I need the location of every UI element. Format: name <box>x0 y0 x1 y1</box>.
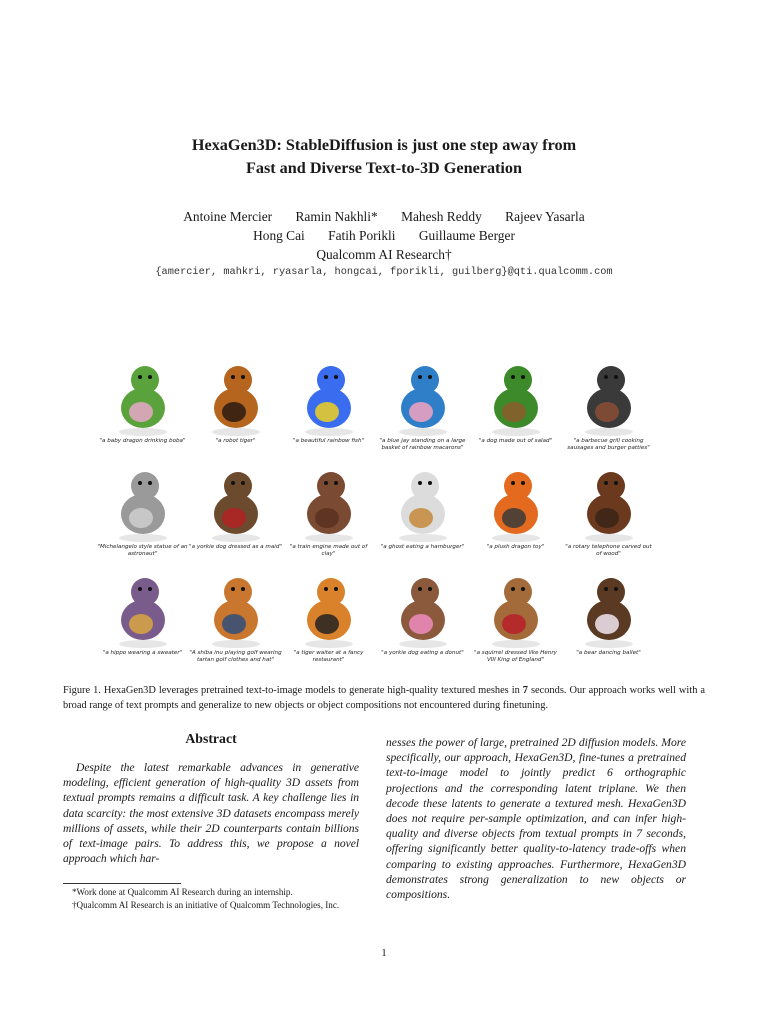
figure-label: Figure 1. <box>63 685 101 696</box>
footnote-rule <box>63 883 181 884</box>
author-block <box>0 207 768 264</box>
generated-object-18 <box>562 568 655 657</box>
object-render-image <box>287 356 371 438</box>
object-prompt-caption: "a dog made out of salad" <box>478 438 553 444</box>
object-prompt-caption: "a bear dancing ballet" <box>576 650 641 656</box>
generated-object-9 <box>282 462 375 558</box>
author-name: Rajeev Yasarla <box>505 209 585 224</box>
object-prompt-caption: "a plush dragon toy" <box>486 544 545 550</box>
object-render-image <box>194 462 278 544</box>
title-line-1: HexaGen3D: StableDiffusion is just one step away from <box>191 136 577 154</box>
generated-object-5 <box>469 356 562 445</box>
generated-object-10 <box>376 462 469 551</box>
object-prompt-caption: "Michelangelo style statue of an astronaut" <box>97 544 188 557</box>
object-prompt-caption: "a baby dragon drinking boba" <box>99 438 186 444</box>
generated-object-17 <box>469 568 562 664</box>
author-emails: {amercier, mahkri, ryasarla, hongcai, fporikli, guilberg}@qti.qualcomm.com <box>155 266 613 278</box>
figure-caption-bold: 7 <box>522 685 528 696</box>
author-name: Ramin Nakhli* <box>295 209 378 224</box>
left-column <box>63 731 359 866</box>
paper-title <box>0 134 768 180</box>
object-render-image <box>194 356 278 438</box>
generated-object-14 <box>189 568 282 664</box>
abstract-heading: Abstract <box>185 731 237 746</box>
footnotes <box>63 886 361 911</box>
generated-object-16 <box>376 568 469 657</box>
page-number: 1 <box>381 947 387 959</box>
object-render-image <box>474 356 558 438</box>
abstract-right-text: nesses the power of large, pretrained 2D diffusion models. More specifically, our approach, HexaGen3D, fine-tunes a pretrained text-to-image model to jointly predict 6 orthographic projections and the corresponding latent triplane. We then decode these latents to generate a textured mesh. HexaGen3D does not require per-sample optimization, and can infer high-quality and diverse objects from textual prompts in 7 seconds, offering significantly better quality-to-latency trade-offs when comparing to existing approaches. Furthermore, HexaGen3D demonstrates strong generalization to new objects or compositions. <box>386 736 686 902</box>
object-prompt-caption: "a tiger waiter at a fancy restaurant" <box>293 650 364 663</box>
footnote-1: *Work done at Qualcomm AI Research during an internship. <box>72 887 293 897</box>
generated-object-8 <box>189 462 282 551</box>
teaser-figure <box>96 356 656 668</box>
generated-object-7 <box>96 462 189 558</box>
generated-object-6 <box>562 356 655 452</box>
authors-row-2 <box>0 226 768 245</box>
object-prompt-caption: "a blue jay standing on a large basket of rainbow macarons" <box>379 438 466 451</box>
authors-row-1 <box>0 207 768 226</box>
figure-caption <box>63 683 705 713</box>
object-prompt-caption: "a beautiful rainbow fish" <box>292 438 365 444</box>
generated-object-3 <box>282 356 375 445</box>
object-render-image <box>101 462 185 544</box>
object-prompt-caption: "a squirrel dressed like Henry VIII King of England" <box>474 650 557 663</box>
generated-object-2 <box>189 356 282 445</box>
object-render-image <box>474 462 558 544</box>
figure-caption-text-a: HexaGen3D leverages pretrained text-to-image models to generate high-quality textured meshes in <box>100 685 523 696</box>
author-name: Mahesh Reddy <box>401 209 482 224</box>
author-name: Guillaume Berger <box>418 228 515 243</box>
object-prompt-caption: "a yorkie dog dressed as a maid" <box>189 544 282 550</box>
generated-object-12 <box>562 462 655 558</box>
generated-object-1 <box>96 356 189 445</box>
generated-object-13 <box>96 568 189 657</box>
object-prompt-caption: "a ghost eating a hamburger" <box>380 544 465 550</box>
figure-caption-text-b: seconds. Our approach works well with a broad range of text prompts and generalize to new objects or object compositions not encountered during finetuning. <box>63 685 705 711</box>
object-prompt-caption: "a robot tiger" <box>215 438 256 444</box>
object-render-image <box>474 568 558 650</box>
object-render-image <box>101 356 185 438</box>
object-render-image <box>381 568 465 650</box>
generated-object-4 <box>376 356 469 452</box>
abstract-left-text: Despite the latest remarkable advances in generative modeling, efficient generation of high-quality 3D assets from textual prompts remains a difficult task. A key challenge lies in data scarcity: the most extensive 3D datasets encompass merely millions of assets, while their 2D counterparts contain billions of text-image pairs. To address this, we propose a novel approach which har- <box>63 761 359 866</box>
footnote-2: †Qualcomm AI Research is an initiative of Qualcomm Technologies, Inc. <box>72 899 340 910</box>
object-render-image <box>287 568 371 650</box>
object-prompt-caption: "A shiba inu playing golf wearing tartan golf clothes and hat" <box>189 650 282 663</box>
generated-object-11 <box>469 462 562 551</box>
object-render-image <box>381 356 465 438</box>
right-column <box>386 735 686 902</box>
object-prompt-caption: "a hippo wearing a sweater" <box>102 650 183 656</box>
author-name: Hong Cai <box>253 228 305 243</box>
object-prompt-caption: "a yorkie dog eating a donut" <box>381 650 464 656</box>
object-render-image <box>567 462 651 544</box>
object-render-image <box>567 356 651 438</box>
author-name: Antoine Mercier <box>183 209 273 224</box>
generated-object-15 <box>282 568 375 664</box>
object-render-image <box>567 568 651 650</box>
object-prompt-caption: "a rotary telephone carved out of wood" <box>565 544 652 557</box>
object-prompt-caption: "a train engine made out of clay" <box>289 544 368 557</box>
affiliation: Qualcomm AI Research† <box>316 247 452 262</box>
object-render-image <box>194 568 278 650</box>
object-render-image <box>101 568 185 650</box>
author-name: Fatih Porikli <box>328 228 396 243</box>
object-render-image <box>287 462 371 544</box>
title-line-2: Fast and Diverse Text-to-3D Generation <box>245 159 523 177</box>
object-prompt-caption: "a barbecue grill cooking sausages and burger patties" <box>567 438 650 451</box>
object-render-image <box>381 462 465 544</box>
